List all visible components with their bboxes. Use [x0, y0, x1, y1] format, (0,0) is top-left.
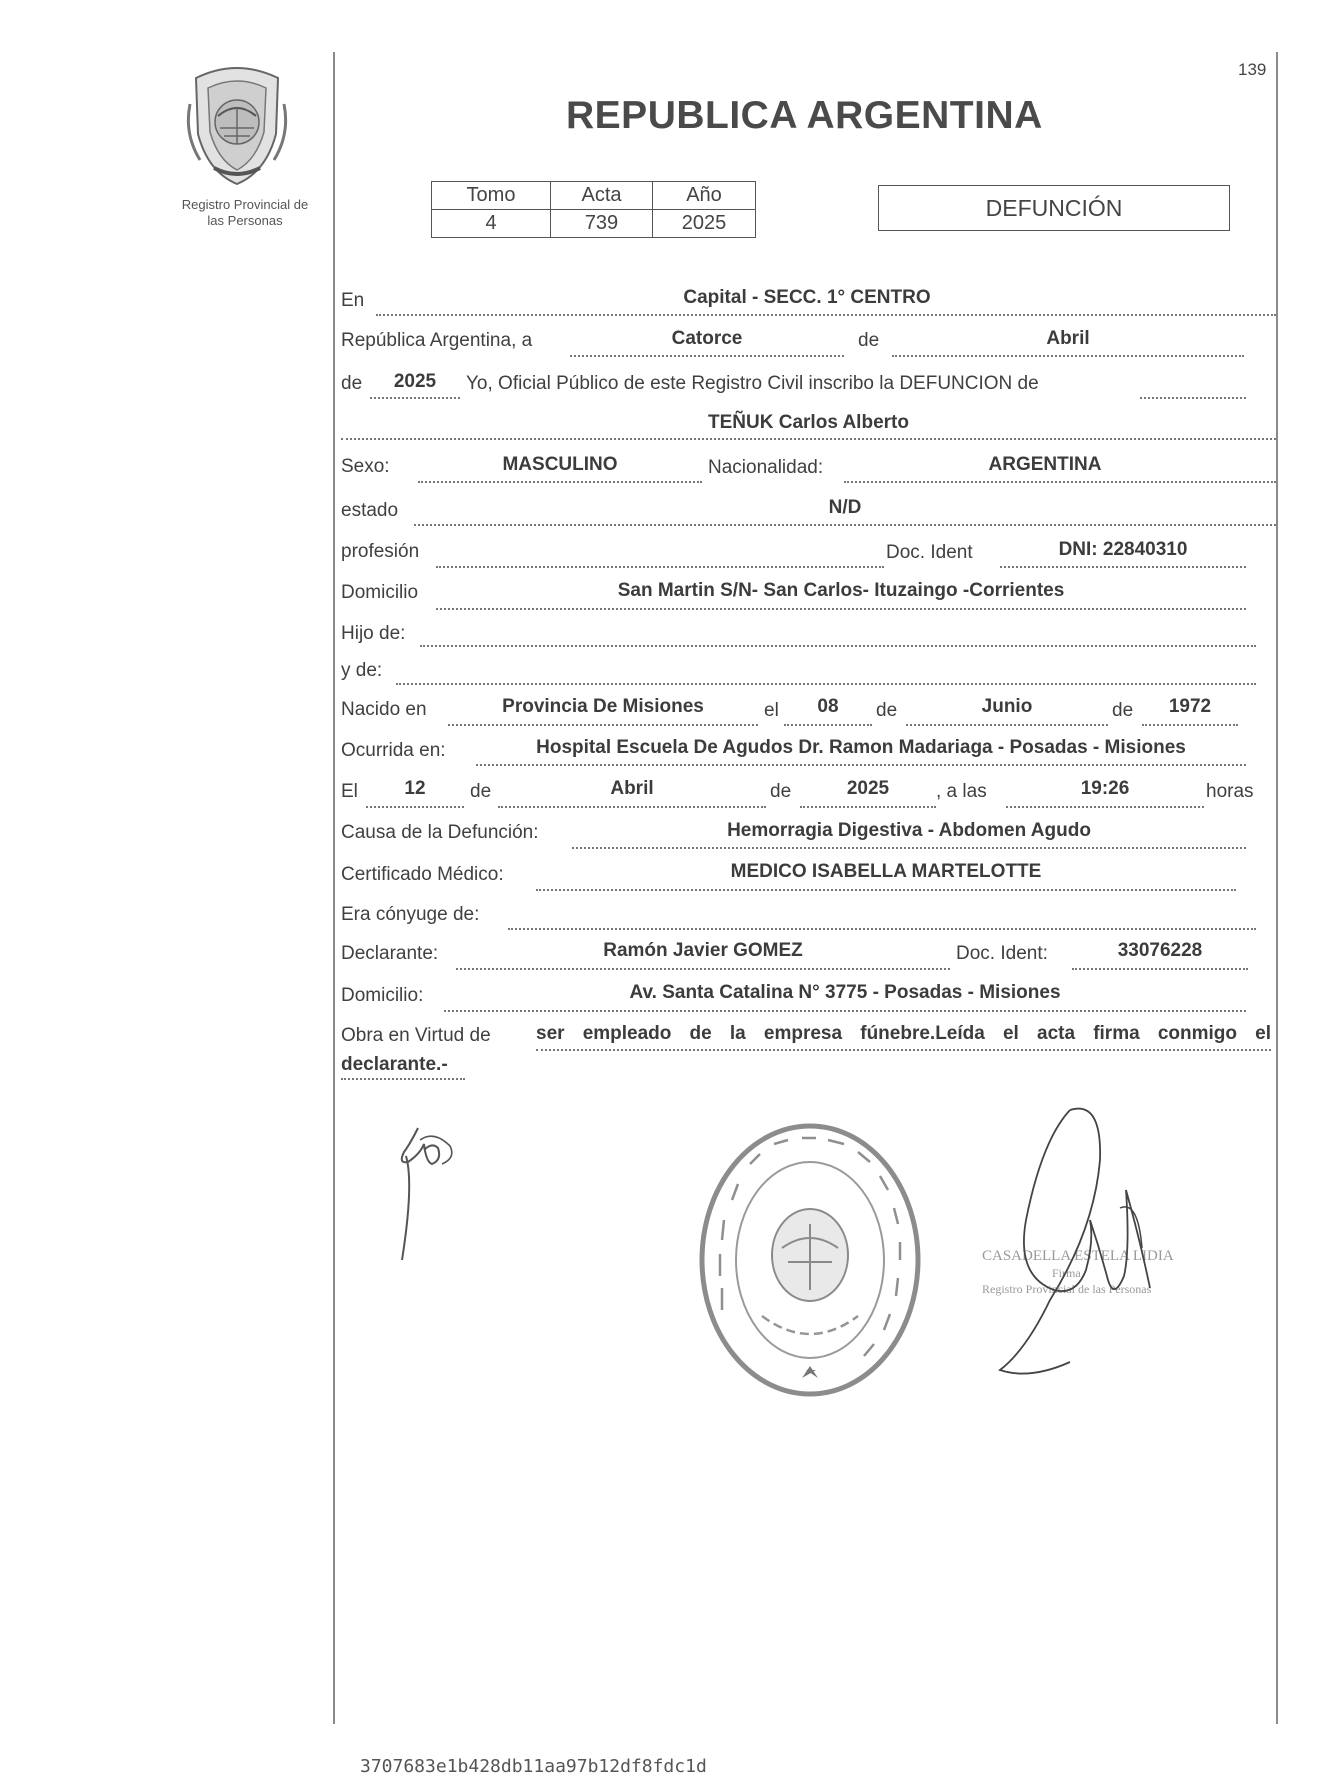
provincial-seal-logo — [186, 64, 288, 186]
rule-profesion — [436, 566, 884, 568]
rule-domicilio-declarante — [444, 1010, 1246, 1012]
rule-nac-dia — [784, 724, 872, 726]
rule-yo-oficial — [1140, 397, 1246, 399]
registry-name-line2: las Personas — [207, 213, 283, 228]
label-ocurrida-en: Ocurrida en: — [341, 740, 446, 761]
label-certificado: Certificado Médico: — [341, 864, 504, 885]
label-de-anio: de — [341, 373, 363, 394]
label-declarante: Declarante: — [341, 943, 439, 964]
label-profesion: profesión — [341, 541, 420, 562]
label-nacido-en: Nacido en — [341, 699, 427, 720]
label-hijo-de: Hijo de: — [341, 623, 406, 644]
acta-header: Acta — [551, 182, 653, 210]
value-estado: N/D — [828, 497, 862, 518]
rule-certificado — [536, 889, 1236, 891]
label-de-def2: de — [770, 781, 792, 802]
rule-declarante-doc — [1072, 968, 1248, 970]
rule-y-de — [396, 683, 1256, 685]
label-republica: República Argentina, a — [341, 330, 533, 351]
value-def-dia: 12 — [404, 778, 426, 799]
value-hora: 19:26 — [1080, 778, 1130, 799]
rule-def-dia — [366, 806, 464, 808]
rule-nacionalidad — [844, 481, 1276, 483]
label-doc-ident: Doc. Ident — [886, 542, 973, 563]
page-number: 139 — [1238, 60, 1267, 79]
value-nac-dia: 08 — [817, 696, 839, 717]
label-estado: estado — [341, 500, 399, 521]
label-de-nac1: de — [876, 700, 898, 721]
officer-stamp-line2: Firma — [1052, 1266, 1081, 1280]
label-de-def1: de — [470, 781, 492, 802]
rule-mes — [892, 355, 1244, 357]
label-a-las: , a las — [936, 781, 987, 802]
rule-hora — [1006, 806, 1204, 808]
officer-stamp-line1: CASADELLA ESTELA LIDIA — [982, 1248, 1174, 1264]
value-declarante-doc: 33076228 — [1117, 940, 1203, 961]
label-el-def: El — [341, 781, 358, 802]
rule-obra-virtud-2 — [341, 1078, 465, 1080]
value-lugar: Capital - SECC. 1° CENTRO — [683, 287, 931, 308]
label-conyuge: Era cónyuge de: — [341, 904, 480, 925]
label-causa: Causa de la Defunción: — [341, 822, 539, 843]
anio-header: Año — [653, 182, 756, 210]
rule-dia — [570, 355, 844, 357]
left-margin-line — [333, 52, 335, 1724]
value-mes: Abril — [1046, 328, 1090, 349]
value-causa: Hemorragia Digestiva - Abdomen Agudo — [727, 820, 1091, 841]
rule-estado — [414, 524, 1276, 526]
value-anio: 2025 — [393, 371, 437, 392]
rule-dni — [1000, 566, 1246, 568]
rule-nombre — [341, 438, 1276, 440]
value-obra-virtud-line2: declarante.- — [341, 1054, 448, 1075]
value-dni: DNI: 22840310 — [1058, 539, 1188, 560]
rule-nac-mes — [906, 724, 1108, 726]
tomo-header: Tomo — [432, 182, 551, 210]
value-ocurrida-en: Hospital Escuela De Agudos Dr. Ramon Madariaga - Posadas - Misiones — [536, 737, 1186, 758]
label-domicilio: Domicilio — [341, 582, 419, 603]
act-number-table — [431, 181, 756, 238]
document-hash: 3707683e1b428db11aa97b12df8fdc1d — [360, 1756, 707, 1777]
label-sexo: Sexo: — [341, 456, 390, 477]
value-certificado: MEDICO ISABELLA MARTELOTTE — [730, 861, 1042, 882]
label-en: En — [341, 290, 365, 311]
label-doc-ident-declarante: Doc. Ident: — [956, 943, 1048, 964]
value-nacionalidad: ARGENTINA — [988, 454, 1102, 475]
rule-anio — [370, 397, 460, 399]
rule-def-mes — [498, 806, 766, 808]
value-nac-mes: Junio — [981, 696, 1033, 717]
rule-causa — [572, 847, 1246, 849]
value-declarante: Ramón Javier GOMEZ — [603, 940, 803, 961]
document-title: REPUBLICA ARGENTINA — [566, 94, 1043, 137]
tomo-value: 4 — [432, 210, 551, 238]
rule-sexo — [418, 481, 702, 483]
rule-hijo-de — [420, 645, 1256, 647]
value-dia-texto: Catorce — [671, 328, 743, 349]
value-domicilio: San Martin S/N- San Carlos- Ituzaingo -Corrientes — [617, 580, 1065, 601]
label-nacionalidad: Nacionalidad: — [708, 457, 824, 478]
value-def-anio: 2025 — [846, 778, 890, 799]
value-nombre: TEÑUK Carlos Alberto — [708, 412, 909, 433]
label-y-de: y de: — [341, 660, 383, 681]
value-domicilio-declarante: Av. Santa Catalina N° 3775 - Posadas - Misiones — [629, 982, 1061, 1003]
label-obra-virtud: Obra en Virtud de — [341, 1025, 491, 1046]
acta-value: 739 — [551, 210, 653, 238]
rule-lugar — [376, 314, 1276, 316]
rule-ocurrida-en — [476, 764, 1246, 766]
value-obra-virtud-line1: ser empleado de la empresa fúnebre.Leída el acta firma conmigo el — [536, 1023, 1271, 1044]
label-yo-oficial: Yo, Oficial Público de este Registro Civil inscribo la DEFUNCION de — [466, 373, 1039, 394]
value-def-mes: Abril — [610, 778, 654, 799]
rule-nac-anio — [1142, 724, 1238, 726]
label-domicilio-declarante: Domicilio: — [341, 985, 424, 1006]
anio-value: 2025 — [653, 210, 756, 238]
registry-name-line1: Registro Provincial de — [181, 197, 309, 212]
label-horas: horas — [1206, 781, 1254, 802]
right-margin-line — [1276, 52, 1278, 1724]
rule-conyuge — [508, 928, 1256, 930]
officer-stamp-line3: Registro Provincial de las Personas — [982, 1282, 1152, 1296]
label-de-nac2: de — [1112, 700, 1134, 721]
rule-obra-virtud-1 — [536, 1049, 1271, 1051]
value-nacido-en: Provincia De Misiones — [502, 696, 704, 717]
officer-signature — [990, 1100, 1180, 1400]
rule-nacido-en — [448, 724, 758, 726]
act-type-box: DEFUNCIÓN — [878, 185, 1230, 231]
rule-domicilio — [436, 608, 1246, 610]
rule-def-anio — [800, 806, 936, 808]
label-el: el — [764, 700, 779, 721]
value-nac-anio: 1972 — [1168, 696, 1212, 717]
registry-name — [160, 197, 330, 229]
registry-oval-stamp — [698, 1120, 922, 1400]
rule-declarante — [456, 968, 950, 970]
declarant-signature — [380, 1124, 480, 1264]
label-de: de — [858, 330, 880, 351]
value-sexo: MASCULINO — [502, 454, 618, 475]
